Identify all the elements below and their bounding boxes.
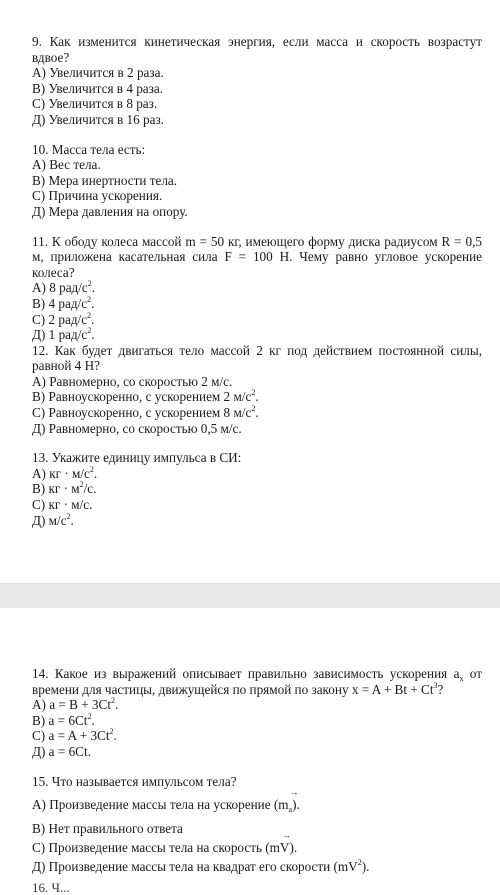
vector-symbol: a <box>288 805 293 815</box>
question-15 <box>32 774 482 877</box>
question-14-option-a <box>32 697 482 713</box>
question-12-option-b <box>32 389 482 405</box>
question-10-option-c: C) Причина ускорения. <box>32 188 163 204</box>
option-text: Д) Произведение массы тела на квадрат его скорости (mV <box>32 859 358 875</box>
question-14-option-d <box>32 744 482 760</box>
question-10-option-d: Д) Мера давления на опору. <box>32 203 188 219</box>
option-superscript: 2 <box>87 279 92 289</box>
option-text: Д) м/с <box>32 512 67 528</box>
option-text: A) Произведение массы тела на ускорение (m <box>32 797 289 813</box>
question-14-text-start: 14. Какое из выражений описывает правильно зависимость ускорения a <box>32 666 460 681</box>
question-14-option-b <box>32 713 482 729</box>
option-text: B) a = 6Ct <box>32 712 88 728</box>
option-superscript: 2 <box>87 294 92 304</box>
question-10-option-a: A) Вес тела. <box>32 157 101 173</box>
option-suffix: . <box>255 405 259 421</box>
question-15-option-b: B) Нет правильного ответа <box>32 821 183 837</box>
option-text: C) a = A + 3Ct <box>32 728 110 744</box>
option-text: C) 2 рад/с <box>32 311 88 327</box>
question-13-option-c <box>32 497 482 513</box>
question-10-option-b: B) Мера инертности тела. <box>32 172 178 188</box>
option-text: A) Равномерно, со скоростью 2 м/с. <box>32 373 233 389</box>
option-text: Д) Равномерно, со скоростью 0,5 м/с. <box>32 420 242 436</box>
question-9-option-b: B) Увеличится в 4 раза. <box>32 80 164 96</box>
option-superscript: 2 <box>357 858 362 868</box>
option-superscript: 2 <box>109 727 114 737</box>
question-15-option-c <box>32 830 482 857</box>
option-suffix: . <box>91 327 95 343</box>
question-14-option-c <box>32 728 482 744</box>
vector-arrow-icon: → <box>281 830 291 841</box>
question-12-option-a <box>32 374 482 390</box>
question-9 <box>32 34 482 128</box>
option-suffix: . <box>113 728 117 744</box>
option-suffix: /с. <box>83 481 97 497</box>
option-suffix: . <box>91 712 95 728</box>
question-14 <box>32 666 482 760</box>
question-14-text-end: ? <box>437 681 444 697</box>
question-11-option-c <box>32 312 482 328</box>
question-13-option-b <box>32 481 482 497</box>
option-superscript: 2 <box>110 696 115 706</box>
option-superscript: 2 <box>87 310 92 320</box>
option-text: B) Равноускоренно, с ускорением 2 м/с <box>32 389 252 405</box>
question-14-superscript: 3 <box>433 680 438 690</box>
question-9-option-d: Д) Увеличится в 16 раз. <box>32 111 164 127</box>
vector-v <box>279 830 291 857</box>
option-suffix: . <box>255 389 259 405</box>
option-suffix: ). <box>289 840 298 856</box>
option-superscript: 2 <box>251 388 256 398</box>
question-10-text: 10. Масса тела есть: <box>32 141 146 157</box>
option-suffix: . <box>114 697 119 713</box>
page-2-content <box>32 666 482 876</box>
option-superscript: 2 <box>79 480 84 490</box>
option-suffix: . <box>91 280 96 296</box>
option-text: A) кг · м/с <box>32 465 90 481</box>
option-superscript: 2 <box>66 511 71 521</box>
option-text: B) кг · м <box>32 481 80 497</box>
option-text: Д) a = 6Ct. <box>32 743 91 759</box>
option-suffix: . <box>91 295 95 311</box>
question-14-text-middle: от времени для частицы, движущейся по прямой по закону x = A + Bt + Ct <box>32 666 482 697</box>
option-suffix: . <box>91 311 95 327</box>
question-11-option-a <box>32 280 482 296</box>
question-13-text: 13. Укажите единицу импульса в СИ: <box>32 450 242 466</box>
question-12-option-d <box>32 421 482 437</box>
question-14-subscript: x <box>459 674 464 683</box>
question-15-option-d <box>32 857 482 876</box>
page-1-content <box>32 34 482 528</box>
vector-arrow-icon: → <box>289 787 299 798</box>
question-13 <box>32 450 482 528</box>
question-9-option-c: C) Увеличится в 8 раз. <box>32 96 158 112</box>
question-13-option-d <box>32 513 482 529</box>
option-superscript: 2 <box>251 404 256 414</box>
document-page-2 <box>0 608 500 895</box>
question-15-option-a <box>32 787 482 819</box>
vector-symbol: V <box>279 840 290 856</box>
question-9-option-a: A) Увеличится в 2 раза. <box>32 65 164 81</box>
option-superscript: 2 <box>87 326 92 336</box>
option-text: C) Произведение массы тела на скорость (m <box>32 840 280 856</box>
option-text: Д) 1 рад/с <box>32 327 88 343</box>
question-11-text: 11. К ободу колеса массой m = 50 кг, имеющего форму диска радиусом R = 0,5 м, приложена касательная сила F = 100 Н. Чему равно угловое ускорение колеса? <box>32 233 482 280</box>
question-12 <box>32 343 482 437</box>
option-suffix: ). <box>361 859 370 875</box>
question-15-text: 15. Что называется импульсом тела? <box>32 773 237 789</box>
question-16-cut-off: 16. Ч... <box>32 880 70 895</box>
option-text: B) 4 рад/с <box>32 295 88 311</box>
option-superscript: 2 <box>89 464 94 474</box>
question-11-option-d <box>32 327 482 343</box>
question-10 <box>32 142 482 220</box>
option-suffix: . <box>93 465 98 481</box>
option-text: C) Равноускоренно, с ускорением 8 м/с <box>32 405 252 421</box>
option-text: C) кг · м/с. <box>32 497 93 513</box>
question-13-option-a <box>32 466 482 482</box>
question-12-option-c <box>32 405 482 421</box>
question-9-text: 9. Как изменится кинетическая энергия, если масса и скорость возрастут вдвое? <box>32 34 482 65</box>
question-12-text: 12. Как будет двигаться тело массой 2 кг под действием постоянной силы, равной 4 Н? <box>32 342 482 374</box>
option-text: A) 8 рад/с <box>32 280 88 296</box>
question-11 <box>32 234 482 343</box>
vector-a <box>288 787 299 819</box>
option-superscript: 2 <box>87 711 92 721</box>
option-suffix: . <box>70 512 74 528</box>
option-suffix: ). <box>292 797 300 813</box>
page-separator <box>0 583 500 609</box>
option-text: A) a = B + 3Ct <box>32 697 111 713</box>
question-11-option-b <box>32 296 482 312</box>
question-14-text <box>32 666 482 697</box>
